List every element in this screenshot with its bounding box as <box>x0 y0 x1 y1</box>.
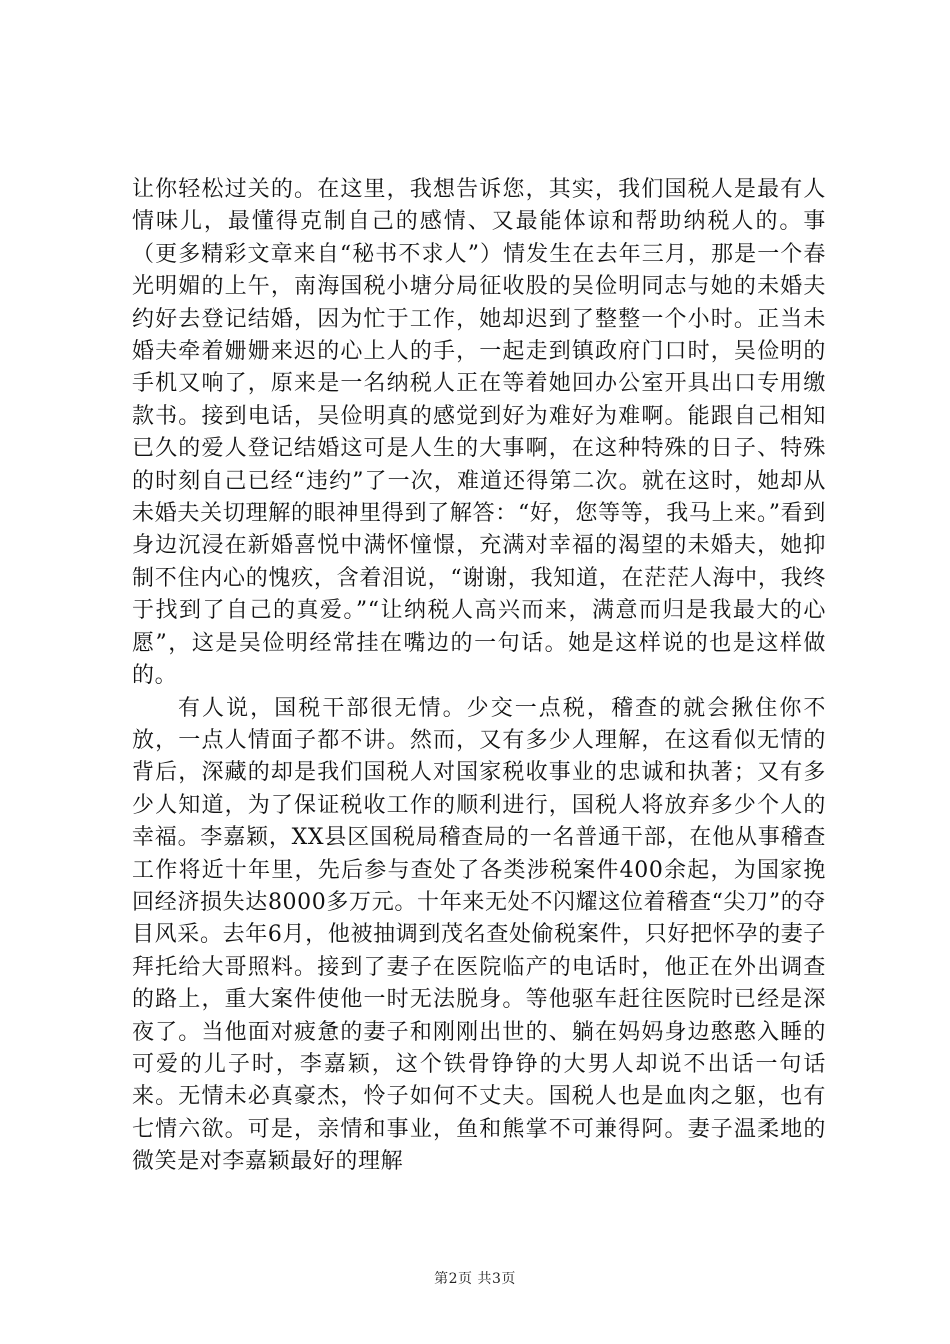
paragraph-1: 让你轻松过关的。在这里，我想告诉您，其实，我们国税人是最有人情味儿，最懂得克制自己的感情、又最能体谅和帮助纳税人的。事（更多精彩文章来自“秘书不求人”）情发生在去年三月，那是一个春光明媚的上午，南海国税小塘分局征收股的吴俭明同志与她的未婚夫约好去登记结婚，因为忙于工作，她却迟到了整整一个小时。正当未婚夫牵着姗姗来迟的心上人的手，一起走到镇政府门口时，吴俭明的手机又响了，原来是一名纳税人正在等着她回办公室开具出口专用缴款书。接到电话，吴俭明真的感觉到好为难好为难啊。能跟自己相知已久的爱人登记结婚这可是人生的大事啊，在这种特殊的日子、特殊的时刻自己已经“违约”了一次，难道还得第二次。就在这时，她却从未婚夫关切理解的眼神里得到了解答：“好，您等等，我马上来。”看到身边沉浸在新婚喜悦中满怀憧憬，充满对幸福的渴望的未婚夫，她抑制不住内心的愧疚，含着泪说，“谢谢，我知道，在茫茫人海中，我终于找到了自己的真爱。”“让纳税人高兴而来，满意而归是我最大的心愿”，这是吴俭明经常挂在嘴边的一句话。她是这样说的也是这样做的。 <box>132 177 826 689</box>
page-number-footer: 第2页 共3页 <box>434 1271 516 1287</box>
document-body <box>132 174 826 1179</box>
paragraph-2: 有人说，国税干部很无情。少交一点税，稽查的就会揪住你不放，一点人情面子都不讲。然而，又有多少人理解，在这看似无情的背后，深藏的却是我们国税人对国家税收事业的忠诚和执著；又有多少人知道，为了保证税收工作的顺利进行，国税人将放弃多少个人的幸福。李嘉颖，XX县区国税局稽查局的一名普通干部，在他从事稽查工作将近十年里，先后参与查处了各类涉税案件400余起，为国家挽回经济损失达8000多万元。十年来无处不闪耀这位着稽查“尖刀”的夺目风采。去年6月，他被抽调到茂名查处偷税案件，只好把怀孕的妻子拜托给大哥照料。接到了妻子在医院临产的电话时，他正在外出调查的路上，重大案件使他一时无法脱身。等他驱车赶往医院时已经是深夜了。当他面对疲惫的妻子和刚刚出世的、躺在妈妈身边憨憨入睡的可爱的儿子时，李嘉颖，这个铁骨铮铮的大男人却说不出话一句话来。无情未必真豪杰，怜子如何不丈夫。国税人也是血肉之躯，也有七情六欲。可是，亲情和事业，鱼和熊掌不可兼得阿。妻子温柔地的微笑是对李嘉颖最好的理解 <box>132 695 826 1175</box>
